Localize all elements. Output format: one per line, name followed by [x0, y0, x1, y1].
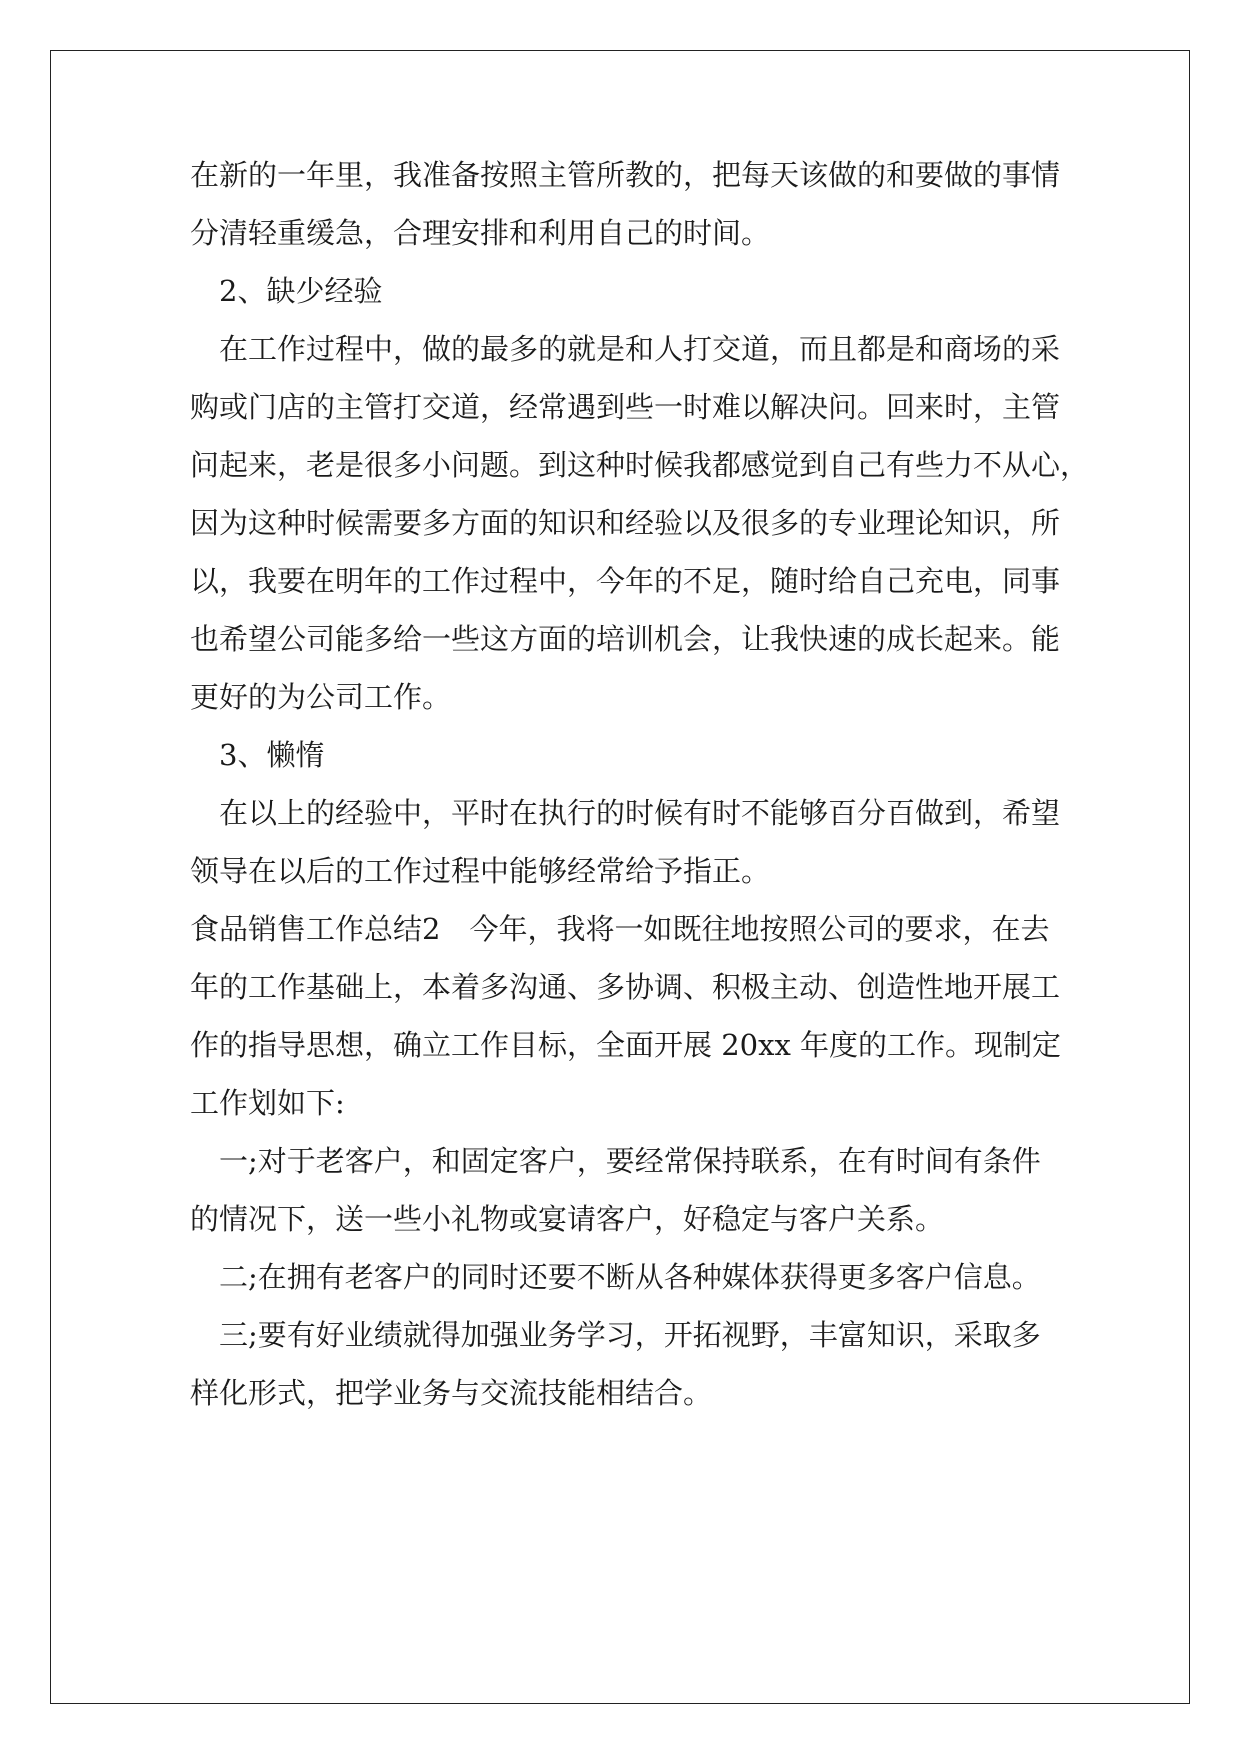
text-line: 在新的一年里，我准备按照主管所教的，把每天该做的和要做的事情 [190, 158, 1061, 192]
text-line: 问起来，老是很多小问题。到这种时候我都感觉到自己有些力不从心， [190, 448, 1090, 482]
text-line: 领导在以后的工作过程中能够经常给予指正。 [190, 854, 771, 888]
text-line: 购或门店的主管打交道，经常遇到些一时难以解决问。回来时，主管 [190, 390, 1061, 424]
text-line: 工作划如下: [190, 1086, 345, 1120]
text-line: 三;要有好业绩就得加强业务学习，开拓视野，丰富知识，采取多 [190, 1318, 1041, 1352]
text-line: 二;在拥有老客户的同时还要不断从各种媒体获得更多客户信息。 [190, 1260, 1041, 1294]
text-line: 样化形式，把学业务与交流技能相结合。 [190, 1376, 713, 1410]
section-heading: 3、懒惰 [190, 738, 325, 772]
text-line: 一;对于老客户，和固定客户，要经常保持联系，在有时间有条件 [190, 1144, 1041, 1178]
text-line: 以，我要在明年的工作过程中，今年的不足，随时给自己充电，同事 [190, 564, 1061, 598]
text-line: 作的指导思想，确立工作目标，全面开展 20xx 年度的工作。现制定 [190, 1028, 1062, 1062]
text-line: 食品销售工作总结2 今年，我将一如既往地按照公司的要求，在去 [190, 912, 1050, 946]
text-line: 因为这种时候需要多方面的知识和经验以及很多的专业理论知识，所 [190, 506, 1061, 540]
text-line: 在工作过程中，做的最多的就是和人打交道，而且都是和商场的采 [190, 332, 1061, 366]
text-line: 更好的为公司工作。 [190, 680, 452, 714]
text-line: 的情况下，送一些小礼物或宴请客户，好稳定与客户关系。 [190, 1202, 945, 1236]
text-line: 在以上的经验中，平时在执行的时候有时不能够百分百做到，希望 [190, 796, 1061, 830]
section-heading: 2、缺少经验 [190, 274, 383, 308]
text-line: 分清轻重缓急，合理安排和利用自己的时间。 [190, 216, 771, 250]
text-line: 年的工作基础上，本着多沟通、多协调、积极主动、创造性地开展工 [190, 970, 1061, 1004]
text-line: 也希望公司能多给一些这方面的培训机会，让我快速的成长起来。能 [190, 622, 1061, 656]
